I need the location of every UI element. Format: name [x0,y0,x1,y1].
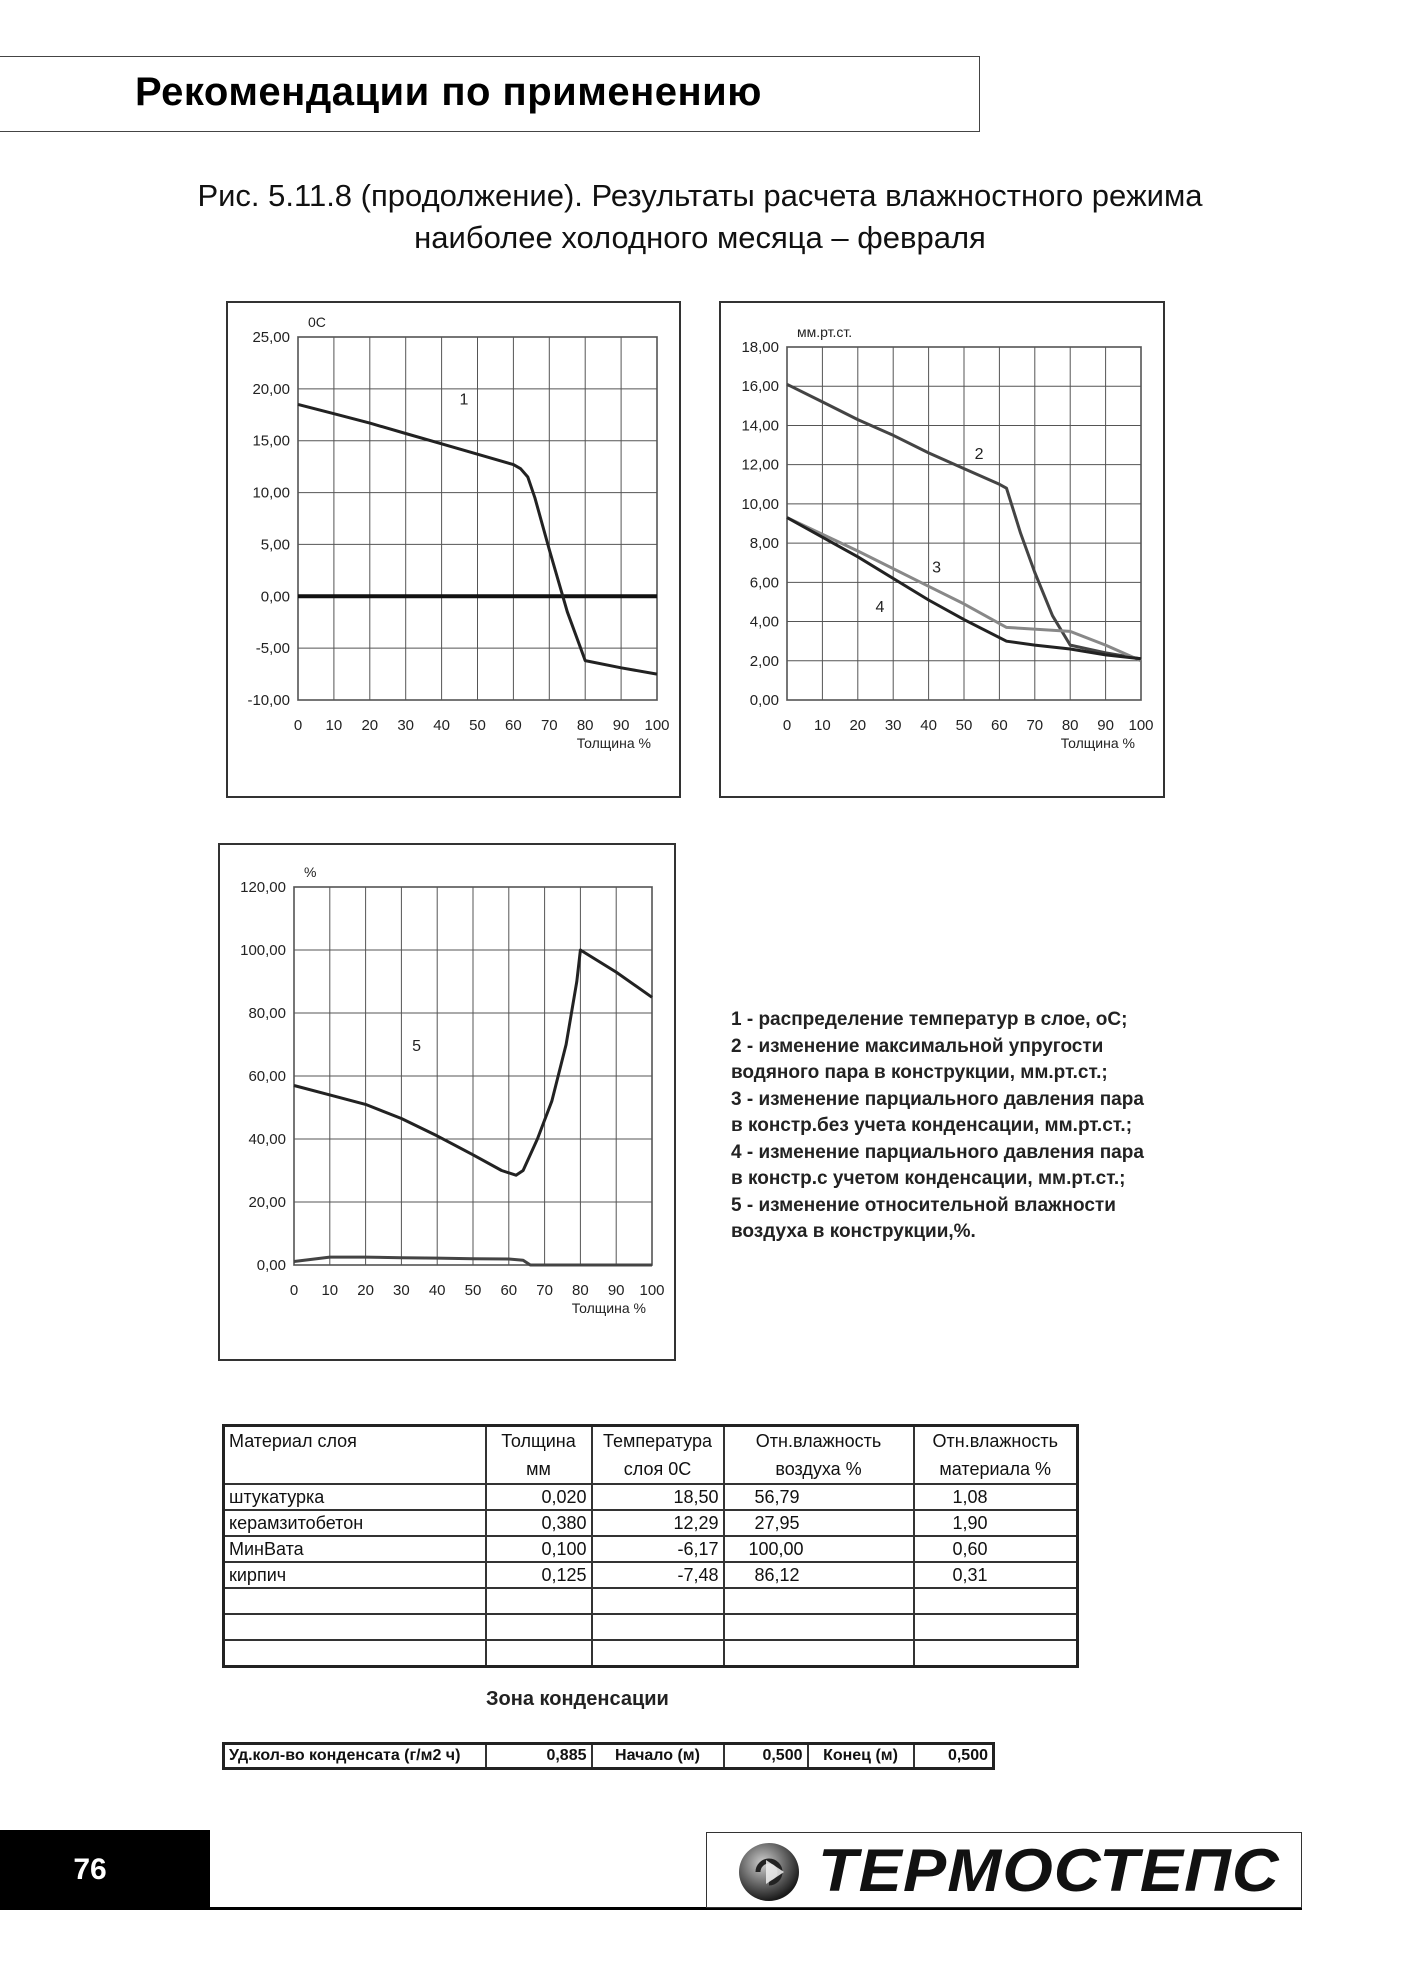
table-cell [592,1588,724,1614]
legend-line: водяного пара в конструкции, мм.рт.ст.; [731,1062,1108,1083]
x-tick-label: 50 [469,717,486,734]
table-cell: -7,48 [592,1562,724,1588]
condensation-table [222,1742,995,1770]
table-cell: 0,020 [486,1484,592,1510]
y-tick-label: 15,00 [252,432,290,450]
table-cell [486,1640,592,1667]
chart-legend [731,1007,1211,1246]
x-tick-label: 100 [644,717,670,734]
y-tick-label: 20,00 [252,380,290,398]
chart-relative-humidity [218,843,676,1361]
table-row [224,1484,1078,1510]
y-tick-label: 0,00 [749,692,779,709]
chart-svg [220,845,674,1359]
page-title: Рекомендации по применению [135,70,762,114]
table-cell: 0,380 [486,1510,592,1536]
y-unit-label: 0С [308,314,326,330]
column-header: Отн.влажность материала % [914,1426,1078,1485]
y-unit-label: мм.рт.ст. [797,324,853,340]
legend-line: 1 - распределение температур в слое, оС; [731,1009,1128,1030]
y-tick-label: 16,00 [741,378,779,396]
x-tick-label: 100 [1128,717,1154,734]
table-cell: 18,50 [592,1484,724,1510]
x-tick-label: 10 [814,717,831,734]
table-cell [592,1640,724,1667]
caption-line-2: наиболее холодного месяца – февраля [414,220,986,255]
chart-svg [228,303,679,796]
x-axis-label: Толщина % [571,1300,646,1316]
x-tick-label: 50 [955,717,973,734]
x-tick-label: 90 [612,717,630,734]
column-header: Толщина мм [486,1426,592,1485]
table-cell [486,1614,592,1640]
legend-line: в констр.без учета конденсации, мм.рт.ст.; [731,1115,1133,1136]
brand-logo-icon [736,1840,802,1904]
x-tick-label: 30 [393,1282,410,1299]
table-cell: керамзитобетон [224,1510,486,1536]
y-tick-label: 2,00 [749,652,779,670]
x-tick-label: 30 [884,717,902,734]
y-tick-label: 40,00 [248,1131,286,1148]
legend-line: 4 - изменение парциального давления пара [731,1141,1144,1163]
legend-line: 2 - изменение максимальной упругости [731,1035,1104,1057]
x-tick-label: 50 [464,1282,482,1299]
series-label: 5 [412,1037,422,1055]
y-tick-label: -10,00 [247,692,290,709]
table-cell: 0,100 [486,1536,592,1562]
x-tick-label: 60 [505,717,522,734]
table-cell: 0,60 [914,1536,1078,1562]
table-cell [724,1588,914,1614]
chart-temperature [226,301,681,798]
chart-vapor-pressure [719,301,1165,798]
x-tick-label: 80 [576,717,594,734]
series-label: 2 [974,445,984,463]
table-cell [914,1640,1078,1667]
table-cell: 1,08 [914,1484,1078,1510]
y-tick-label: 80,00 [248,1005,286,1022]
x-tick-label: 80 [1061,717,1079,734]
x-tick-label: 20 [849,717,867,734]
y-tick-label: 0,00 [256,1257,286,1274]
y-tick-label: 0,00 [260,588,290,606]
table-row [224,1536,1078,1562]
table-cell: -6,17 [592,1536,724,1562]
y-tick-label: 25,00 [252,329,290,346]
column-header: Температура слоя 0С [592,1426,724,1485]
y-tick-label: 60,00 [248,1068,286,1085]
x-tick-label: 40 [433,717,450,734]
x-tick-label: 90 [607,1282,625,1299]
legend-line: в констр.с учетом конденсации, мм.рт.ст.; [731,1168,1126,1189]
x-tick-label: 70 [1026,717,1044,734]
table-cell [724,1640,914,1667]
table-cell: штукатурка [224,1484,486,1510]
x-tick-label: 100 [639,1282,665,1299]
x-tick-label: 90 [1097,717,1114,734]
y-tick-label: 14,00 [741,417,779,435]
table-cell [224,1614,486,1640]
legend-line: 3 - изменение парциального давления пара [731,1088,1144,1110]
condensation-start-value: 0,500 [724,1744,808,1769]
y-tick-label: 10,00 [252,484,290,502]
table-cell: 100,00 [724,1536,914,1562]
layer-table [222,1424,1079,1668]
table-cell: кирпич [224,1562,486,1588]
figure-caption [100,175,1300,259]
x-tick-label: 30 [397,717,415,734]
y-tick-label: 6,00 [749,574,779,592]
condensation-end-value: 0,500 [914,1744,994,1769]
y-tick-label: 12,00 [741,456,779,474]
column-header: Отн.влажность воздуха % [724,1426,914,1485]
condensation-zone-label: Зона конденсации [486,1688,669,1710]
table-row [224,1562,1078,1588]
x-tick-label: 60 [500,1282,518,1299]
y-tick-label: 10,00 [741,495,779,513]
brand-name: ТЕРМОСТЕПС [818,1837,1280,1904]
x-tick-label: 10 [325,717,343,734]
x-tick-label: 40 [428,1282,446,1299]
condensate-amount-value: 0,885 [486,1744,592,1769]
table-cell [914,1614,1078,1640]
table-cell: 56,79 [724,1484,914,1510]
x-tick-label: 70 [540,717,558,734]
x-tick-label: 60 [991,717,1008,734]
table-header-row [224,1426,1078,1485]
table-cell: МинВата [224,1536,486,1562]
y-tick-label: 8,00 [749,535,779,553]
y-unit-label: % [304,864,317,880]
column-header: Материал слоя [224,1426,486,1485]
table-cell: 86,12 [724,1562,914,1588]
legend-line: 5 - изменение относительной влажности [731,1194,1116,1216]
table-row [224,1744,994,1769]
table-cell [592,1614,724,1640]
table-row [224,1614,1078,1640]
chart-svg [721,303,1163,796]
y-tick-label: 18,00 [741,339,779,356]
x-tick-label: 40 [920,717,937,734]
table-row [224,1510,1078,1536]
legend-line: воздуха в конструкции,%. [731,1221,976,1242]
y-tick-label: 100,00 [240,942,286,959]
table-cell: 12,29 [592,1510,724,1536]
table-cell [224,1588,486,1614]
x-tick-label: 0 [293,717,303,734]
table-cell: 0,125 [486,1562,592,1588]
x-tick-label: 20 [361,717,379,734]
y-tick-label: 5,00 [260,536,290,554]
table-cell [486,1588,592,1614]
x-tick-label: 0 [782,717,792,734]
x-tick-label: 80 [572,1282,589,1299]
table-cell: 0,31 [914,1562,1078,1588]
y-tick-label: 20,00 [248,1194,286,1211]
x-tick-label: 70 [536,1282,553,1299]
table-cell [914,1588,1078,1614]
condensation-end-label: Конец (м) [808,1744,914,1769]
table-row [224,1640,1078,1667]
x-tick-label: 0 [289,1282,299,1299]
table-cell: 27,95 [724,1510,914,1536]
series-label: 4 [875,598,885,616]
y-tick-label: -5,00 [255,640,290,658]
y-tick-label: 4,00 [749,613,779,631]
x-tick-label: 10 [321,1282,339,1299]
table-cell [724,1614,914,1640]
condensation-start-label: Начало (м) [592,1744,724,1769]
series-label: 3 [932,559,942,577]
caption-line-1: Рис. 5.11.8 (продолжение). Результаты расчета влажностного режима [197,178,1203,213]
table-row [224,1588,1078,1614]
table-cell [224,1640,486,1667]
y-tick-label: 120,00 [240,879,286,896]
x-axis-label: Толщина % [1060,735,1135,751]
x-axis-label: Толщина % [576,735,651,751]
page-number: 76 [73,1853,107,1886]
x-tick-label: 20 [357,1282,374,1299]
series-label: 1 [459,391,469,409]
table-cell: 1,90 [914,1510,1078,1536]
condensate-amount-label: Уд.кол-во конденсата (г/м2 ч) [224,1744,486,1769]
